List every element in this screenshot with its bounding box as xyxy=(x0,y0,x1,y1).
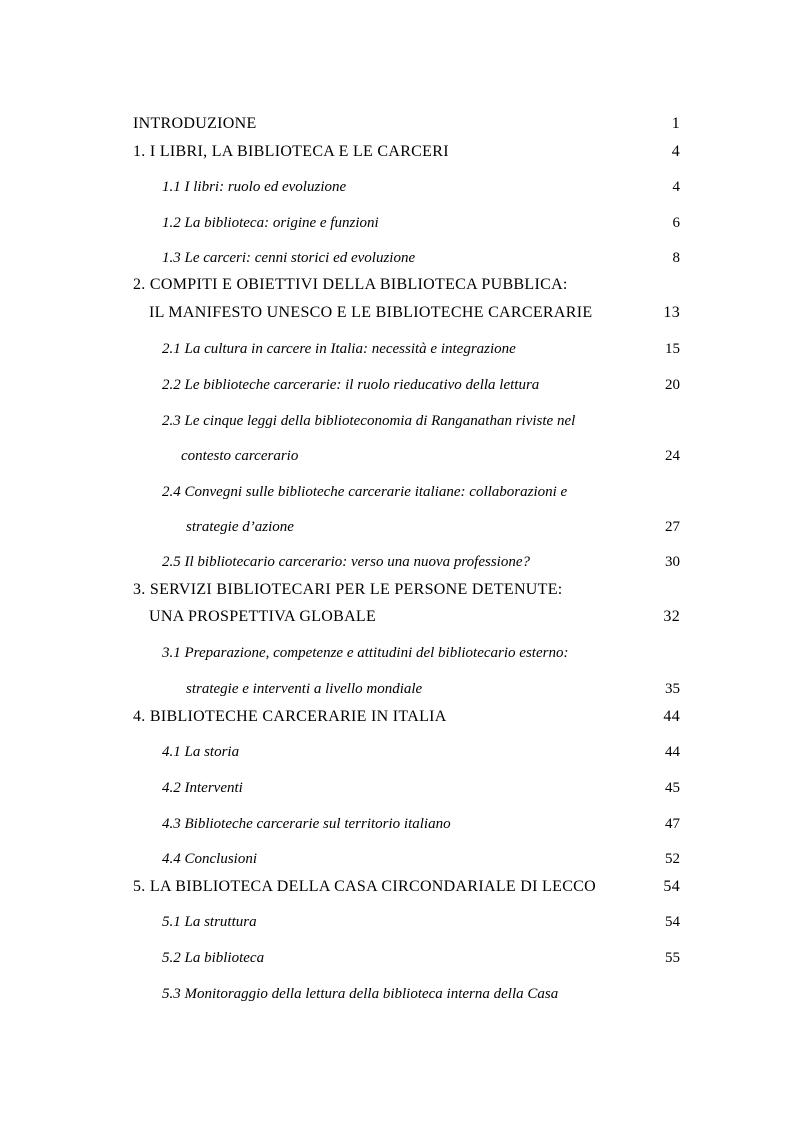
toc-entry-page: 52 xyxy=(665,851,680,867)
toc-entry-chapter-3-line-1 xyxy=(0,578,793,602)
toc-entry-title: 2.2 Le biblioteche carcerarie: il ruolo rieducativo della lettura xyxy=(162,377,540,393)
toc-entry-title: 1. I LIBRI, LA BIBLIOTECA E LE CARCERI xyxy=(133,143,449,160)
toc-entry-section-2-3-line-2 xyxy=(0,444,793,468)
toc-entry-title: 3. SERVIZI BIBLIOTECARI PER LE PERSONE DETENUTE: xyxy=(133,581,563,598)
toc-entry-title: IL MANIFESTO UNESCO E LE BIBLIOTECHE CARCERARIE xyxy=(149,304,593,321)
toc-entry-page: 20 xyxy=(665,377,680,393)
toc-entry-page: 6 xyxy=(672,215,680,231)
toc-entry-title: 5.2 La biblioteca xyxy=(162,950,265,966)
toc-entry-page: 55 xyxy=(665,950,680,966)
toc-entry-title: 4. BIBLIOTECHE CARCERARIE IN ITALIA xyxy=(133,708,447,725)
toc-entry-page: 32 xyxy=(663,608,680,625)
toc-entry-chapter-3-line-2 xyxy=(0,605,793,629)
toc-entry-page: 30 xyxy=(665,554,680,570)
toc-entry-section-5-2 xyxy=(0,946,793,970)
toc-entry-page: 8 xyxy=(672,250,680,266)
toc-entry-section-1-3 xyxy=(0,246,793,270)
toc-entry-section-4-2 xyxy=(0,776,793,800)
toc-entry-page: 54 xyxy=(663,878,680,895)
toc-entry-title: 4.2 Interventi xyxy=(162,780,243,796)
toc-entry-page: 47 xyxy=(665,816,680,832)
toc-entry-title: strategie d’azione xyxy=(186,519,294,535)
toc-entry-title: 4.1 La storia xyxy=(162,744,240,760)
toc-entry-page: 4 xyxy=(672,179,680,195)
toc-entry-section-1-2 xyxy=(0,211,793,235)
toc-entry-page: 24 xyxy=(665,448,680,464)
toc-entry-section-3-1-line-1 xyxy=(0,641,793,665)
toc-entry-title: 1.2 La biblioteca: origine e funzioni xyxy=(162,215,379,231)
toc-entry-page: 4 xyxy=(671,143,680,160)
toc-entry-section-4-3 xyxy=(0,812,793,836)
toc-entry-title: INTRODUZIONE xyxy=(133,115,257,132)
toc-entry-title: 2.4 Convegni sulle biblioteche carcerarie italiane: collaborazioni e xyxy=(162,484,568,500)
toc-entry-title: contesto carcerario xyxy=(181,448,299,464)
toc-entry-title: strategie e interventi a livello mondiale xyxy=(186,681,423,697)
toc-entry-title: 2. COMPITI E OBIETTIVI DELLA BIBLIOTECA PUBBLICA: xyxy=(133,276,568,293)
toc-entry-page: 44 xyxy=(665,744,680,760)
toc-entry-section-2-2 xyxy=(0,373,793,397)
toc-entry-title: 4.4 Conclusioni xyxy=(162,851,258,867)
toc-entry-chapter-4 xyxy=(0,705,793,729)
toc-entry-chapter-2-line-1 xyxy=(0,273,793,297)
toc-entry-title: 2.1 La cultura in carcere in Italia: necessità e integrazione xyxy=(162,341,516,357)
toc-entry-page: 1 xyxy=(671,115,680,132)
toc-entry-section-5-1 xyxy=(0,910,793,934)
toc-entry-section-2-3-line-1 xyxy=(0,409,793,433)
toc-entry-page: 13 xyxy=(663,304,680,321)
toc-entry-page: 27 xyxy=(665,519,680,535)
toc-entry-section-2-4-line-1 xyxy=(0,480,793,504)
toc-entry-introduction xyxy=(0,112,793,136)
toc-entry-section-2-4-line-2 xyxy=(0,515,793,539)
toc-entry-title: 4.3 Biblioteche carcerarie sul territorio italiano xyxy=(162,816,451,832)
toc-entry-section-3-1-line-2 xyxy=(0,677,793,701)
toc-entry-page: 45 xyxy=(665,780,680,796)
toc-entry-title: 1.3 Le carceri: cenni storici ed evoluzione xyxy=(162,250,416,266)
toc-entry-title: 5.3 Monitoraggio della lettura della biblioteca interna della Casa xyxy=(162,986,559,1002)
toc-entry-title: 2.3 Le cinque leggi della biblioteconomia di Ranganathan riviste nel xyxy=(162,413,576,429)
toc-entry-section-2-1 xyxy=(0,337,793,361)
toc-entry-page: 54 xyxy=(665,914,680,930)
toc-entry-section-5-3 xyxy=(0,982,793,1006)
toc-entry-section-4-4 xyxy=(0,847,793,871)
toc-entry-title: 5. LA BIBLIOTECA DELLA CASA CIRCONDARIALE DI LECCO xyxy=(133,878,596,895)
toc-entry-chapter-2-line-2 xyxy=(0,301,793,325)
toc-entry-title: 5.1 La struttura xyxy=(162,914,257,930)
toc-entry-title: 1.1 I libri: ruolo ed evoluzione xyxy=(162,179,347,195)
toc-entry-title: UNA PROSPETTIVA GLOBALE xyxy=(149,608,377,625)
toc-entry-page: 44 xyxy=(663,708,680,725)
toc-entry-page: 35 xyxy=(665,681,680,697)
toc-entry-title: 3.1 Preparazione, competenze e attitudini del bibliotecario esterno: xyxy=(162,645,569,661)
toc-entry-chapter-1 xyxy=(0,140,793,164)
toc-entry-title: 2.5 Il bibliotecario carcerario: verso una nuova professione? xyxy=(162,554,530,570)
toc-entry-section-4-1 xyxy=(0,740,793,764)
toc-entry-section-1-1 xyxy=(0,175,793,199)
toc-entry-chapter-5 xyxy=(0,875,793,899)
toc-entry-page: 15 xyxy=(665,341,680,357)
toc-entry-section-2-5 xyxy=(0,550,793,574)
